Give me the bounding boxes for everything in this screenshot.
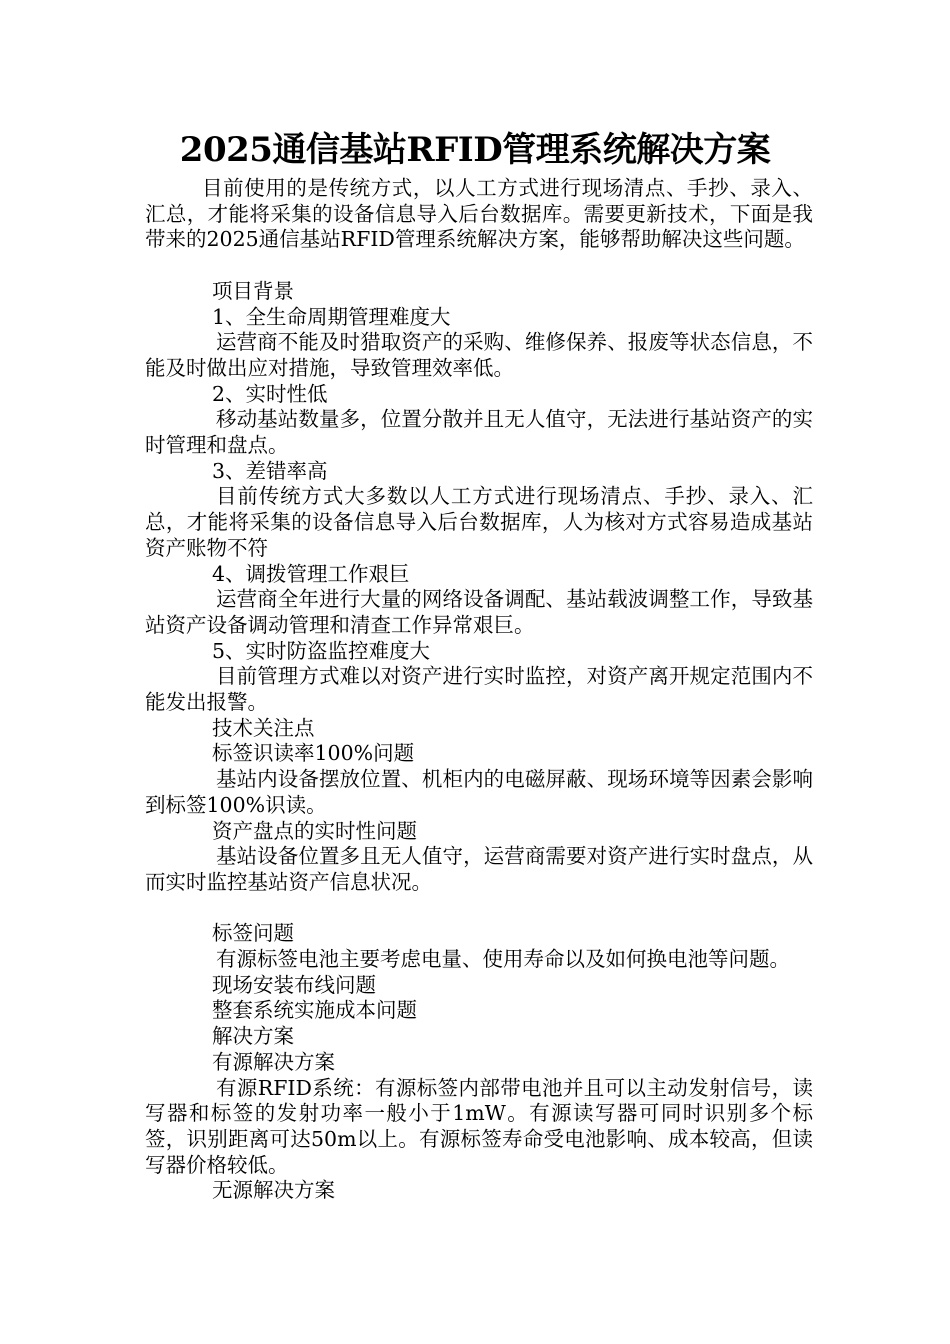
- body-paragraph: 基站设备位置多且无人值守，运营商需要对资产进行实时盘点，从而实时监控基站资产信息状况。: [145, 844, 813, 894]
- section-heading: 标签问题: [212, 921, 294, 946]
- blank-line: [145, 253, 813, 279]
- body-paragraph: 移动基站数量多，位置分散并且无人值守，无法进行基站资产的实时管理和盘点。: [145, 407, 813, 458]
- section-heading: 无源解决方案: [212, 1178, 335, 1203]
- body-paragraph: 基站内设备摆放位置、机柜内的电磁屏蔽、现场环境等因素会影响到标签100%识读。: [145, 767, 813, 817]
- section-heading: 5、实时防盗监控难度大: [212, 638, 431, 663]
- body-paragraph: 有源标签电池主要考虑电量、使用寿命以及如何换电池等问题。: [216, 947, 790, 972]
- section-heading: 技术关注点: [212, 715, 315, 740]
- body-paragraph: 运营商不能及时猎取资产的采购、维修保养、报废等状态信息，不能及时做出应对措施，导致管理效率低。: [145, 330, 813, 380]
- body-paragraph: 运营商全年进行大量的网络设备调配、基站载波调整工作，导致基站资产设备调动管理和清查工作异常艰巨。: [145, 587, 813, 637]
- section-heading: 4、调拨管理工作艰巨: [212, 561, 410, 586]
- section-heading: 解决方案: [212, 1024, 294, 1049]
- section-heading: 整套系统实施成本问题: [212, 998, 417, 1023]
- blank-line: [145, 896, 813, 922]
- body-paragraph: 目前管理方式难以对资产进行实时监控，对资产离开规定范围内不能发出报警。: [145, 664, 813, 715]
- body-paragraph: 目前传统方式大多数以人工方式进行现场清点、手抄、录入、汇总，才能将采集的设备信息导入后台数据库，人为核对方式容易造成基站资产账物不符: [145, 484, 813, 560]
- document-title: 2025通信基站RFID管理系统解决方案: [179, 130, 771, 170]
- section-heading: 标签识读率100%问题: [212, 741, 415, 766]
- section-heading: 3、差错率高: [212, 458, 328, 483]
- body-paragraph: 有源RFID系统：有源标签内部带电池并且可以主动发射信号，读写器和标签的发射功率一般小于1mW。有源读写器可同时识别多个标签，识别距离可达50m以上。有源标签寿命受电池影响、成本较高，但读写器价格较低。: [145, 1075, 813, 1177]
- section-heading: 项目背景: [212, 278, 294, 303]
- section-heading: 有源解决方案: [212, 1049, 335, 1074]
- section-heading: 资产盘点的实时性问题: [212, 818, 417, 843]
- section-heading: 现场安装布线问题: [212, 972, 376, 997]
- document-body: [145, 176, 813, 1204]
- section-heading: 1、全生命周期管理难度大: [212, 304, 451, 329]
- section-heading: 2、实时性低: [212, 381, 328, 406]
- body-paragraph: 目前使用的是传统方式，以人工方式进行现场清点、手抄、录入、汇总，才能将采集的设备信息导入后台数据库。需要更新技术，下面是我带来的2025通信基站RFID管理系统解决方案，能够帮助解决这些问题。: [145, 176, 813, 252]
